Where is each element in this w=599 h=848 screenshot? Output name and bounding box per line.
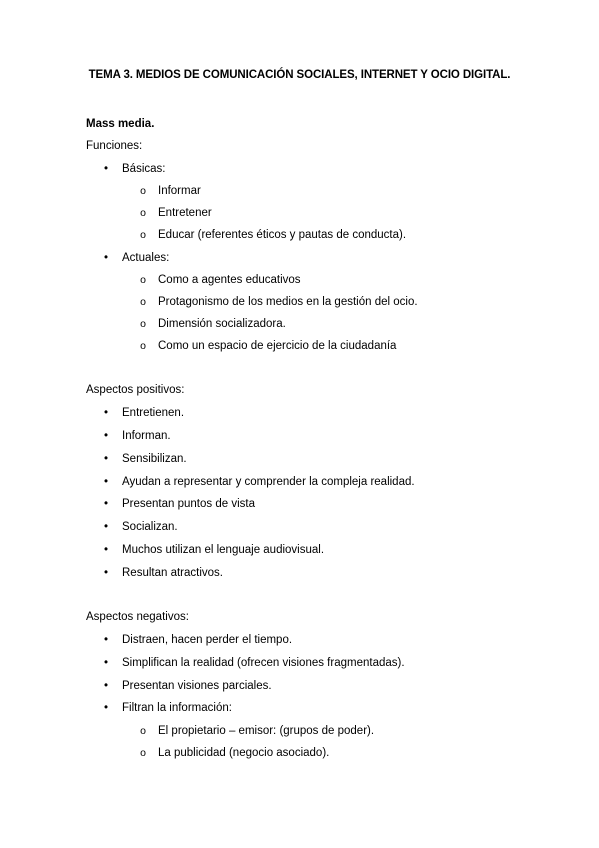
list-item: Entretener: [158, 207, 212, 219]
list-item: Resultan atractivos.: [122, 567, 223, 579]
list-item: Filtran la información:: [122, 702, 232, 714]
list-item: Muchos utilizan el lenguaje audiovisual.: [122, 544, 325, 556]
list-item: La publicidad (negocio asociado).: [158, 747, 330, 759]
list-item: Sensibilizan.: [122, 453, 187, 465]
mass-media-heading: Mass media.: [86, 118, 155, 130]
bullet-icon: •: [103, 252, 109, 264]
sub-bullet-icon: o: [140, 725, 146, 737]
bullet-icon: •: [103, 657, 109, 669]
list-item: Como a agentes educativos: [158, 274, 301, 286]
bullet-icon: •: [103, 407, 109, 419]
bullet-icon: •: [103, 453, 109, 465]
list-item: Presentan visiones parciales.: [122, 680, 272, 692]
bullet-icon: •: [103, 476, 109, 488]
funciones-label: Funciones:: [86, 140, 143, 152]
sub-bullet-icon: o: [140, 274, 146, 286]
sub-bullet-icon: o: [140, 296, 146, 308]
bullet-icon: •: [103, 521, 109, 533]
document-title: TEMA 3. MEDIOS DE COMUNICACIÓN SOCIALES, INTERNET Y OCIO DIGITAL.: [88, 69, 511, 81]
sub-bullet-icon: o: [140, 185, 146, 197]
bullet-icon: •: [103, 544, 109, 556]
negativos-label: Aspectos negativos:: [86, 611, 189, 623]
sub-bullet-icon: o: [140, 318, 146, 330]
list-item: Presentan puntos de vista: [122, 498, 255, 510]
bullet-icon: •: [103, 634, 109, 646]
list-item: Distraen, hacen perder el tiempo.: [122, 634, 293, 646]
bullet-icon: •: [103, 680, 109, 692]
sub-bullet-icon: o: [140, 340, 146, 352]
list-item: Educar (referentes éticos y pautas de conducta).: [158, 229, 407, 241]
positivos-label: Aspectos positivos:: [86, 384, 185, 396]
sub-bullet-icon: o: [140, 747, 146, 759]
list-item: Entretienen.: [122, 407, 185, 419]
list-item: Protagonismo de los medios en la gestión del ocio.: [158, 296, 418, 308]
list-item: El propietario – emisor: (grupos de poder).: [158, 725, 375, 737]
bullet-icon: •: [103, 430, 109, 442]
list-item: Informar: [158, 185, 201, 197]
list-item: Socializan.: [122, 521, 178, 533]
bullet-icon: •: [103, 163, 109, 175]
basicas-label: Básicas:: [122, 163, 166, 175]
list-item: Dimensión socializadora.: [158, 318, 286, 330]
sub-bullet-icon: o: [140, 207, 146, 219]
list-item: Como un espacio de ejercicio de la ciudadanía: [158, 340, 397, 352]
list-item: Simplifican la realidad (ofrecen visiones fragmentadas).: [122, 657, 405, 669]
actuales-label: Actuales:: [122, 252, 170, 264]
list-item: Ayudan a representar y comprender la compleja realidad.: [122, 476, 415, 488]
bullet-icon: •: [103, 498, 109, 510]
list-item: Informan.: [122, 430, 171, 442]
bullet-icon: •: [103, 567, 109, 579]
sub-bullet-icon: o: [140, 229, 146, 241]
bullet-icon: •: [103, 702, 109, 714]
